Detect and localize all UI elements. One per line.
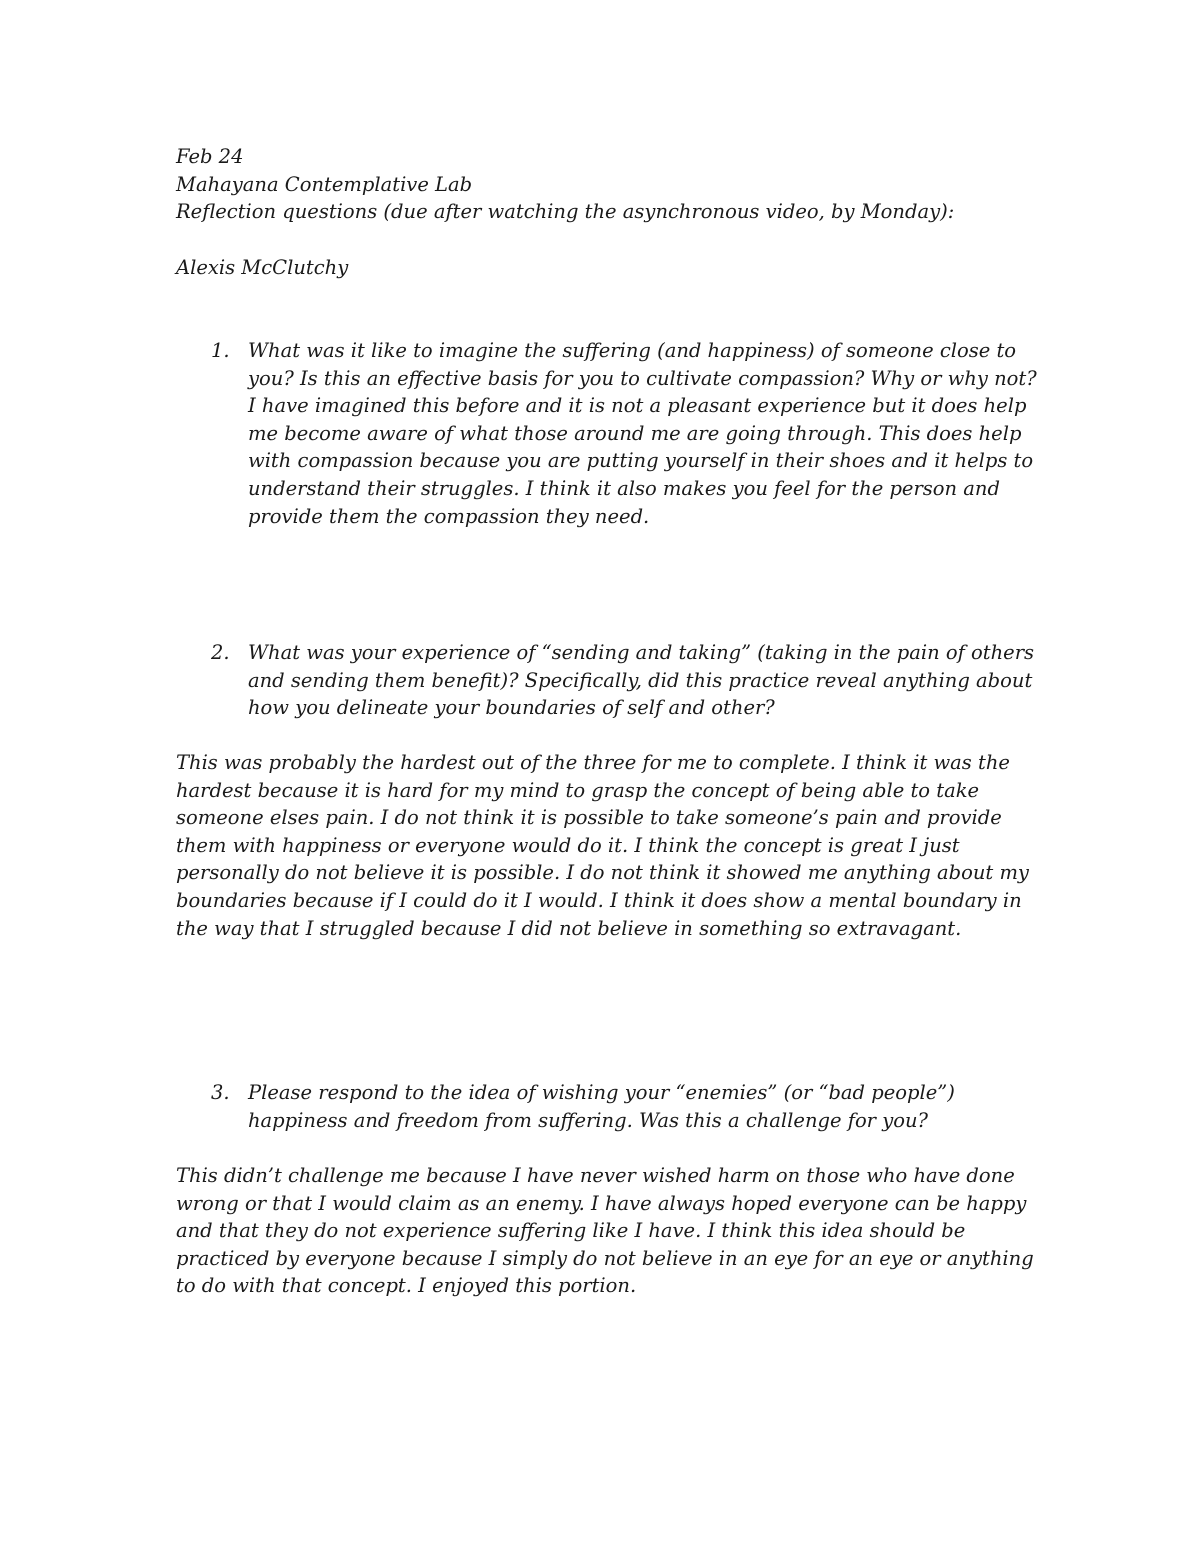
- author-block: [176, 254, 1056, 282]
- answer-line: This was probably the hardest out of the three for me to complete. I think it was the: [176, 751, 1010, 774]
- question-line: What was your experience of “sending and taking” (taking in the pain of others: [248, 641, 1035, 664]
- document-header: [176, 143, 1056, 226]
- question-2: [176, 639, 1056, 722]
- question-line: happiness and freedom from suffering. Was this a challenge for you?: [248, 1108, 928, 1132]
- answer-line: This didn’t challenge me because I have never wished harm on those who have done: [176, 1164, 1015, 1187]
- answer-line: to do with that concept. I enjoyed this portion.: [176, 1274, 637, 1298]
- course-title: Mahayana Contemplative Lab: [176, 172, 473, 196]
- answer-line: them with happiness or everyone would do it. I think the concept is great I just: [176, 833, 960, 857]
- answer-line: personally do not believe it is possible. I do not think it showed me anything about my: [176, 861, 1029, 885]
- answer-line: practiced by everyone because I simply do not believe in an eye for an eye or anything: [176, 1246, 1034, 1270]
- answer-line: I have imagined this before and it is not a pleasant experience but it does help: [248, 394, 1027, 418]
- question-line: and sending them benefit)? Specifically, did this practice reveal anything about: [248, 668, 1033, 692]
- answer-line: hardest because it is hard for my mind to grasp the concept of being able to take: [176, 778, 980, 802]
- answer-line: the way that I struggled because I did not believe in something so extravagant.: [176, 916, 962, 940]
- question-3: [176, 1079, 1056, 1134]
- answer-line: boundaries because if I could do it I would. I think it does show a mental boundary in: [176, 888, 1022, 912]
- instructions-line: Reflection questions (due after watching the asynchronous video, by Monday):: [176, 200, 955, 224]
- question-body: [248, 639, 1056, 722]
- question-number: 1.: [211, 339, 230, 362]
- question-line: you? Is this an effective basis for you to cultivate compassion? Why or why not?: [248, 366, 1037, 390]
- answer-line: me become aware of what those around me are going through. This does help: [248, 421, 1022, 445]
- question-number: 2.: [211, 641, 230, 664]
- date-line: Feb 24: [176, 145, 244, 168]
- answer-line: and that they do not experience suffering like I have. I think this idea should be: [176, 1219, 966, 1243]
- answer-line: provide them the compassion they need.: [248, 504, 650, 528]
- answer-line: understand their struggles. I think it also makes you feel for the person and: [248, 476, 1000, 500]
- answer-line: with compassion because you are putting yourself in their shoes and it helps to: [248, 449, 1034, 473]
- answer-2: [176, 749, 1056, 942]
- question-number: 3.: [211, 1081, 230, 1104]
- author-name: Alexis McClutchy: [176, 256, 349, 279]
- question-line: Please respond to the idea of wishing your “enemies” (or “bad people”): [248, 1081, 955, 1104]
- answer-line: wrong or that I would claim as an enemy. I have always hoped everyone can be happy: [176, 1191, 1027, 1215]
- question-body: [248, 1079, 1056, 1134]
- question-1: [176, 337, 1056, 530]
- question-line: What was it like to imagine the suffering (and happiness) of someone close to: [248, 339, 1017, 362]
- question-line: how you delineate your boundaries of self and other?: [248, 696, 775, 720]
- answer-line: someone elses pain. I do not think it is possible to take someone’s pain and provide: [176, 806, 1002, 830]
- answer-3: [176, 1162, 1056, 1300]
- question-body: [248, 337, 1056, 530]
